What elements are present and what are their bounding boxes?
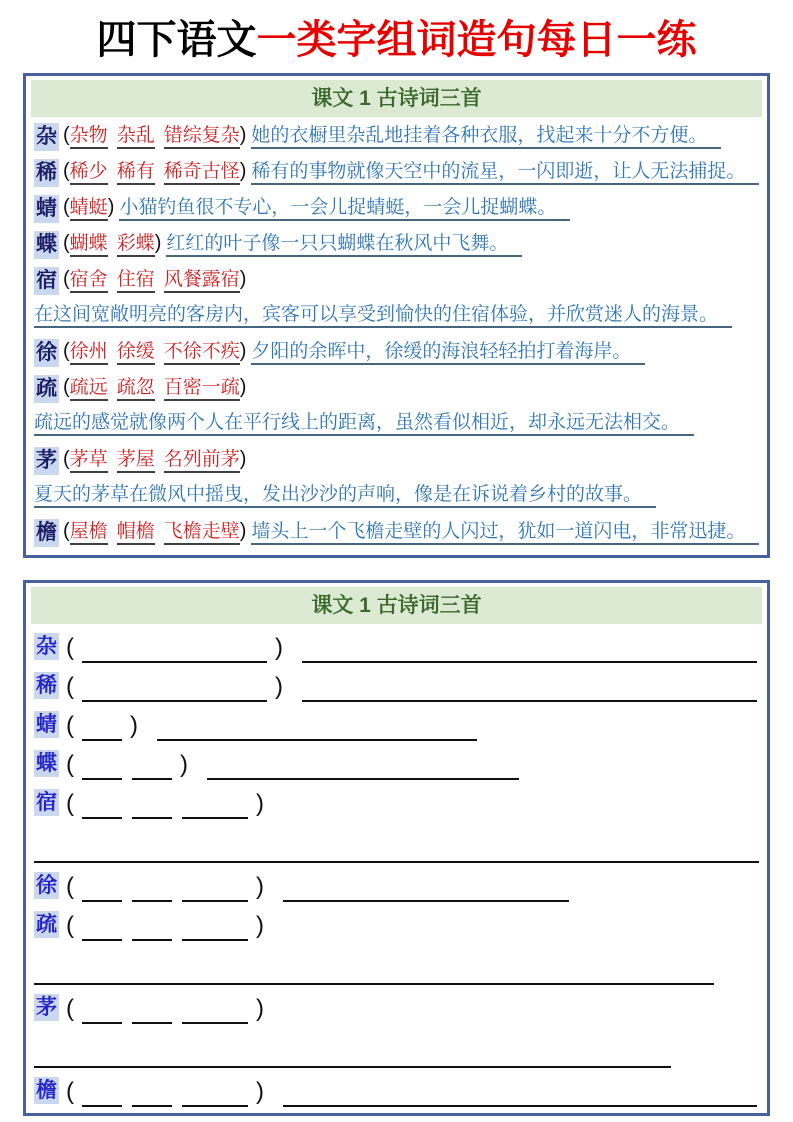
word: 蝴蝶 xyxy=(70,233,108,257)
word-blank xyxy=(132,795,172,819)
target-char: 杂 xyxy=(36,635,57,658)
word-blank xyxy=(82,795,122,819)
word-blank xyxy=(182,878,248,902)
page-title-prefix: 四下语文 xyxy=(96,17,257,62)
word: 杂物 xyxy=(70,125,108,149)
answer-row-xu xyxy=(31,333,762,369)
answer-sentence-su xyxy=(31,297,762,333)
target-char: 徐 xyxy=(34,339,59,367)
spacer xyxy=(31,819,762,828)
paren-open: ( xyxy=(66,634,74,661)
example-sentence: 小猫钓鱼很不专心，一会儿捉蜻蜓，一会儿捉蝴蝶。 xyxy=(119,197,570,221)
practice-row-mao xyxy=(31,985,762,1024)
target-char: 宿 xyxy=(34,267,59,295)
target-char: 蜻 xyxy=(34,195,59,223)
word: 百密一疏 xyxy=(164,377,240,401)
word: 名列前茅 xyxy=(164,449,240,473)
answer-row-shu xyxy=(31,369,762,405)
word-blank xyxy=(82,878,122,902)
paren-close: ) xyxy=(256,873,264,900)
target-char: 茅 xyxy=(34,447,59,475)
spacer xyxy=(31,941,762,950)
word-blank xyxy=(182,795,248,819)
example-sentence: 她的衣橱里杂乱地挂着各种衣服，找起来十分不方便。 xyxy=(251,125,721,149)
practice-row-za xyxy=(31,624,762,663)
answer-sentence-mao xyxy=(31,477,762,513)
paren-open: ( xyxy=(66,873,74,900)
target-char: 蝶 xyxy=(34,231,59,259)
word: 徐州 xyxy=(70,341,108,365)
paren-close: ) xyxy=(154,232,162,254)
paren-open: ( xyxy=(66,673,74,700)
word: 茅屋 xyxy=(117,449,155,473)
paren-open: ( xyxy=(63,268,70,290)
target-char: 徐 xyxy=(36,874,57,897)
answer-panel xyxy=(23,73,770,558)
paren-close: ) xyxy=(239,448,247,470)
word-blank xyxy=(82,639,267,663)
word: 稀有 xyxy=(117,161,155,185)
sentence-blank-line-full xyxy=(34,1033,671,1068)
target-char: 稀 xyxy=(34,159,59,187)
word-blank xyxy=(82,1083,122,1107)
paren-open: ( xyxy=(63,196,70,218)
example-sentence: 墙头上一个飞檐走壁的人闪过，犹如一道闪电，非常迅捷。 xyxy=(251,521,759,545)
practice-row-yan xyxy=(31,1068,762,1107)
paren-open: ( xyxy=(63,448,70,470)
paren-open: ( xyxy=(63,232,70,254)
paren-open: ( xyxy=(63,124,70,146)
answer-row-yan xyxy=(31,513,762,549)
word: 稀奇古怪 xyxy=(164,161,240,185)
word: 疏忽 xyxy=(117,377,155,401)
word: 住宿 xyxy=(117,269,155,293)
paren-open: ( xyxy=(63,340,70,362)
answer-row-die xyxy=(31,225,762,261)
paren-close: ) xyxy=(275,634,283,661)
paren-open: ( xyxy=(66,1078,74,1105)
target-char: 茅 xyxy=(36,996,57,1019)
word-blank xyxy=(132,1083,172,1107)
practice-row-die xyxy=(31,741,762,780)
target-char: 檐 xyxy=(34,519,59,547)
word-blank xyxy=(132,1000,172,1024)
example-sentence: 红红的叶子像一只只蝴蝶在秋风中飞舞。 xyxy=(166,233,522,257)
target-char: 杂 xyxy=(34,123,59,151)
target-char: 檐 xyxy=(36,1079,57,1102)
sentence-blank-line xyxy=(157,717,477,741)
word: 茅草 xyxy=(70,449,108,473)
page-title-highlight: 一类字组词造句每日一练 xyxy=(256,17,697,62)
word: 不徐不疾 xyxy=(164,341,240,365)
example-sentence: 夏天的茅草在微风中摇曳，发出沙沙的声响，像是在诉说着乡村的故事。 xyxy=(34,484,656,508)
paren-close: ) xyxy=(239,160,247,182)
page-title xyxy=(0,0,793,64)
example-sentence: 稀有的事物就像天空中的流星，一闪即逝，让人无法捕捉。 xyxy=(251,161,759,185)
practice-row-shu xyxy=(31,902,762,941)
practice-row-su xyxy=(31,780,762,819)
answer-sentence-shu xyxy=(31,405,762,441)
practice-panel-header: 课文 1 古诗词三首 xyxy=(31,587,762,624)
target-char: 蝶 xyxy=(36,752,57,775)
paren-open: ( xyxy=(63,376,70,398)
paren-open: ( xyxy=(63,520,70,542)
word: 徐缓 xyxy=(117,341,155,365)
sentence-blank-line xyxy=(302,639,757,663)
paren-open: ( xyxy=(63,160,70,182)
word-blank xyxy=(82,756,122,780)
answer-panel-header: 课文 1 古诗词三首 xyxy=(31,80,762,117)
word: 疏远 xyxy=(70,377,108,401)
sentence-blank-line xyxy=(283,1083,757,1107)
practice-row-xi xyxy=(31,663,762,702)
word-blank xyxy=(82,917,122,941)
paren-close: ) xyxy=(239,124,247,146)
word: 宿舍 xyxy=(70,269,108,293)
word: 稀少 xyxy=(70,161,108,185)
word: 屋檐 xyxy=(70,521,108,545)
answer-row-su xyxy=(31,261,762,297)
paren-close: ) xyxy=(256,995,264,1022)
paren-close: ) xyxy=(107,196,115,218)
sentence-blank-line-full xyxy=(34,828,759,863)
word: 帽檐 xyxy=(117,521,155,545)
word-blank xyxy=(182,1000,248,1024)
example-sentence: 疏远的感觉就像两个人在平行线上的距离，虽然看似相近，却永远无法相交。 xyxy=(34,412,694,436)
paren-close: ) xyxy=(180,751,188,778)
target-char: 稀 xyxy=(36,674,57,697)
paren-close: ) xyxy=(256,790,264,817)
word-blank xyxy=(82,717,122,741)
word-blank xyxy=(182,1083,248,1107)
example-sentence: 夕阳的余晖中，徐缓的海浪轻轻拍打着海岸。 xyxy=(251,341,645,365)
word: 杂乱 xyxy=(117,125,155,149)
paren-close: ) xyxy=(275,673,283,700)
word-blank xyxy=(132,756,172,780)
target-char: 蜻 xyxy=(36,713,57,736)
word: 彩蝶 xyxy=(117,233,155,257)
paren-open: ( xyxy=(66,912,74,939)
paren-close: ) xyxy=(130,712,138,739)
practice-panel xyxy=(23,580,770,1116)
word-blank xyxy=(182,917,248,941)
practice-row-qing xyxy=(31,702,762,741)
word-blank xyxy=(82,678,267,702)
word-blank xyxy=(82,1000,122,1024)
paren-close: ) xyxy=(256,912,264,939)
paren-open: ( xyxy=(66,751,74,778)
answer-row-za xyxy=(31,117,762,153)
paren-open: ( xyxy=(66,790,74,817)
word-blank xyxy=(132,917,172,941)
paren-open: ( xyxy=(66,995,74,1022)
word-blank xyxy=(132,878,172,902)
example-sentence: 在这间宽敞明亮的客房内，宾客可以享受到愉快的住宿体验，并欣赏迷人的海景。 xyxy=(34,304,732,328)
sentence-blank-line xyxy=(302,678,757,702)
practice-row-xu xyxy=(31,863,762,902)
word: 飞檐走壁 xyxy=(164,521,240,545)
word: 风餐露宿 xyxy=(164,269,240,293)
word: 错综复杂 xyxy=(164,125,240,149)
answer-row-qing xyxy=(31,189,762,225)
answer-row-xi xyxy=(31,153,762,189)
target-char: 疏 xyxy=(34,375,59,403)
paren-close: ) xyxy=(239,376,247,398)
paren-close: ) xyxy=(239,340,247,362)
answer-row-mao xyxy=(31,441,762,477)
paren-close: ) xyxy=(239,520,247,542)
word: 蜻蜓 xyxy=(70,197,108,221)
sentence-blank-line xyxy=(207,756,519,780)
target-char: 宿 xyxy=(36,791,57,814)
sentence-blank-line-full xyxy=(34,950,714,985)
paren-open: ( xyxy=(66,712,74,739)
paren-close: ) xyxy=(239,268,247,290)
spacer xyxy=(31,1024,762,1033)
sentence-blank-line xyxy=(283,878,569,902)
paren-close: ) xyxy=(256,1078,264,1105)
target-char: 疏 xyxy=(36,913,57,936)
